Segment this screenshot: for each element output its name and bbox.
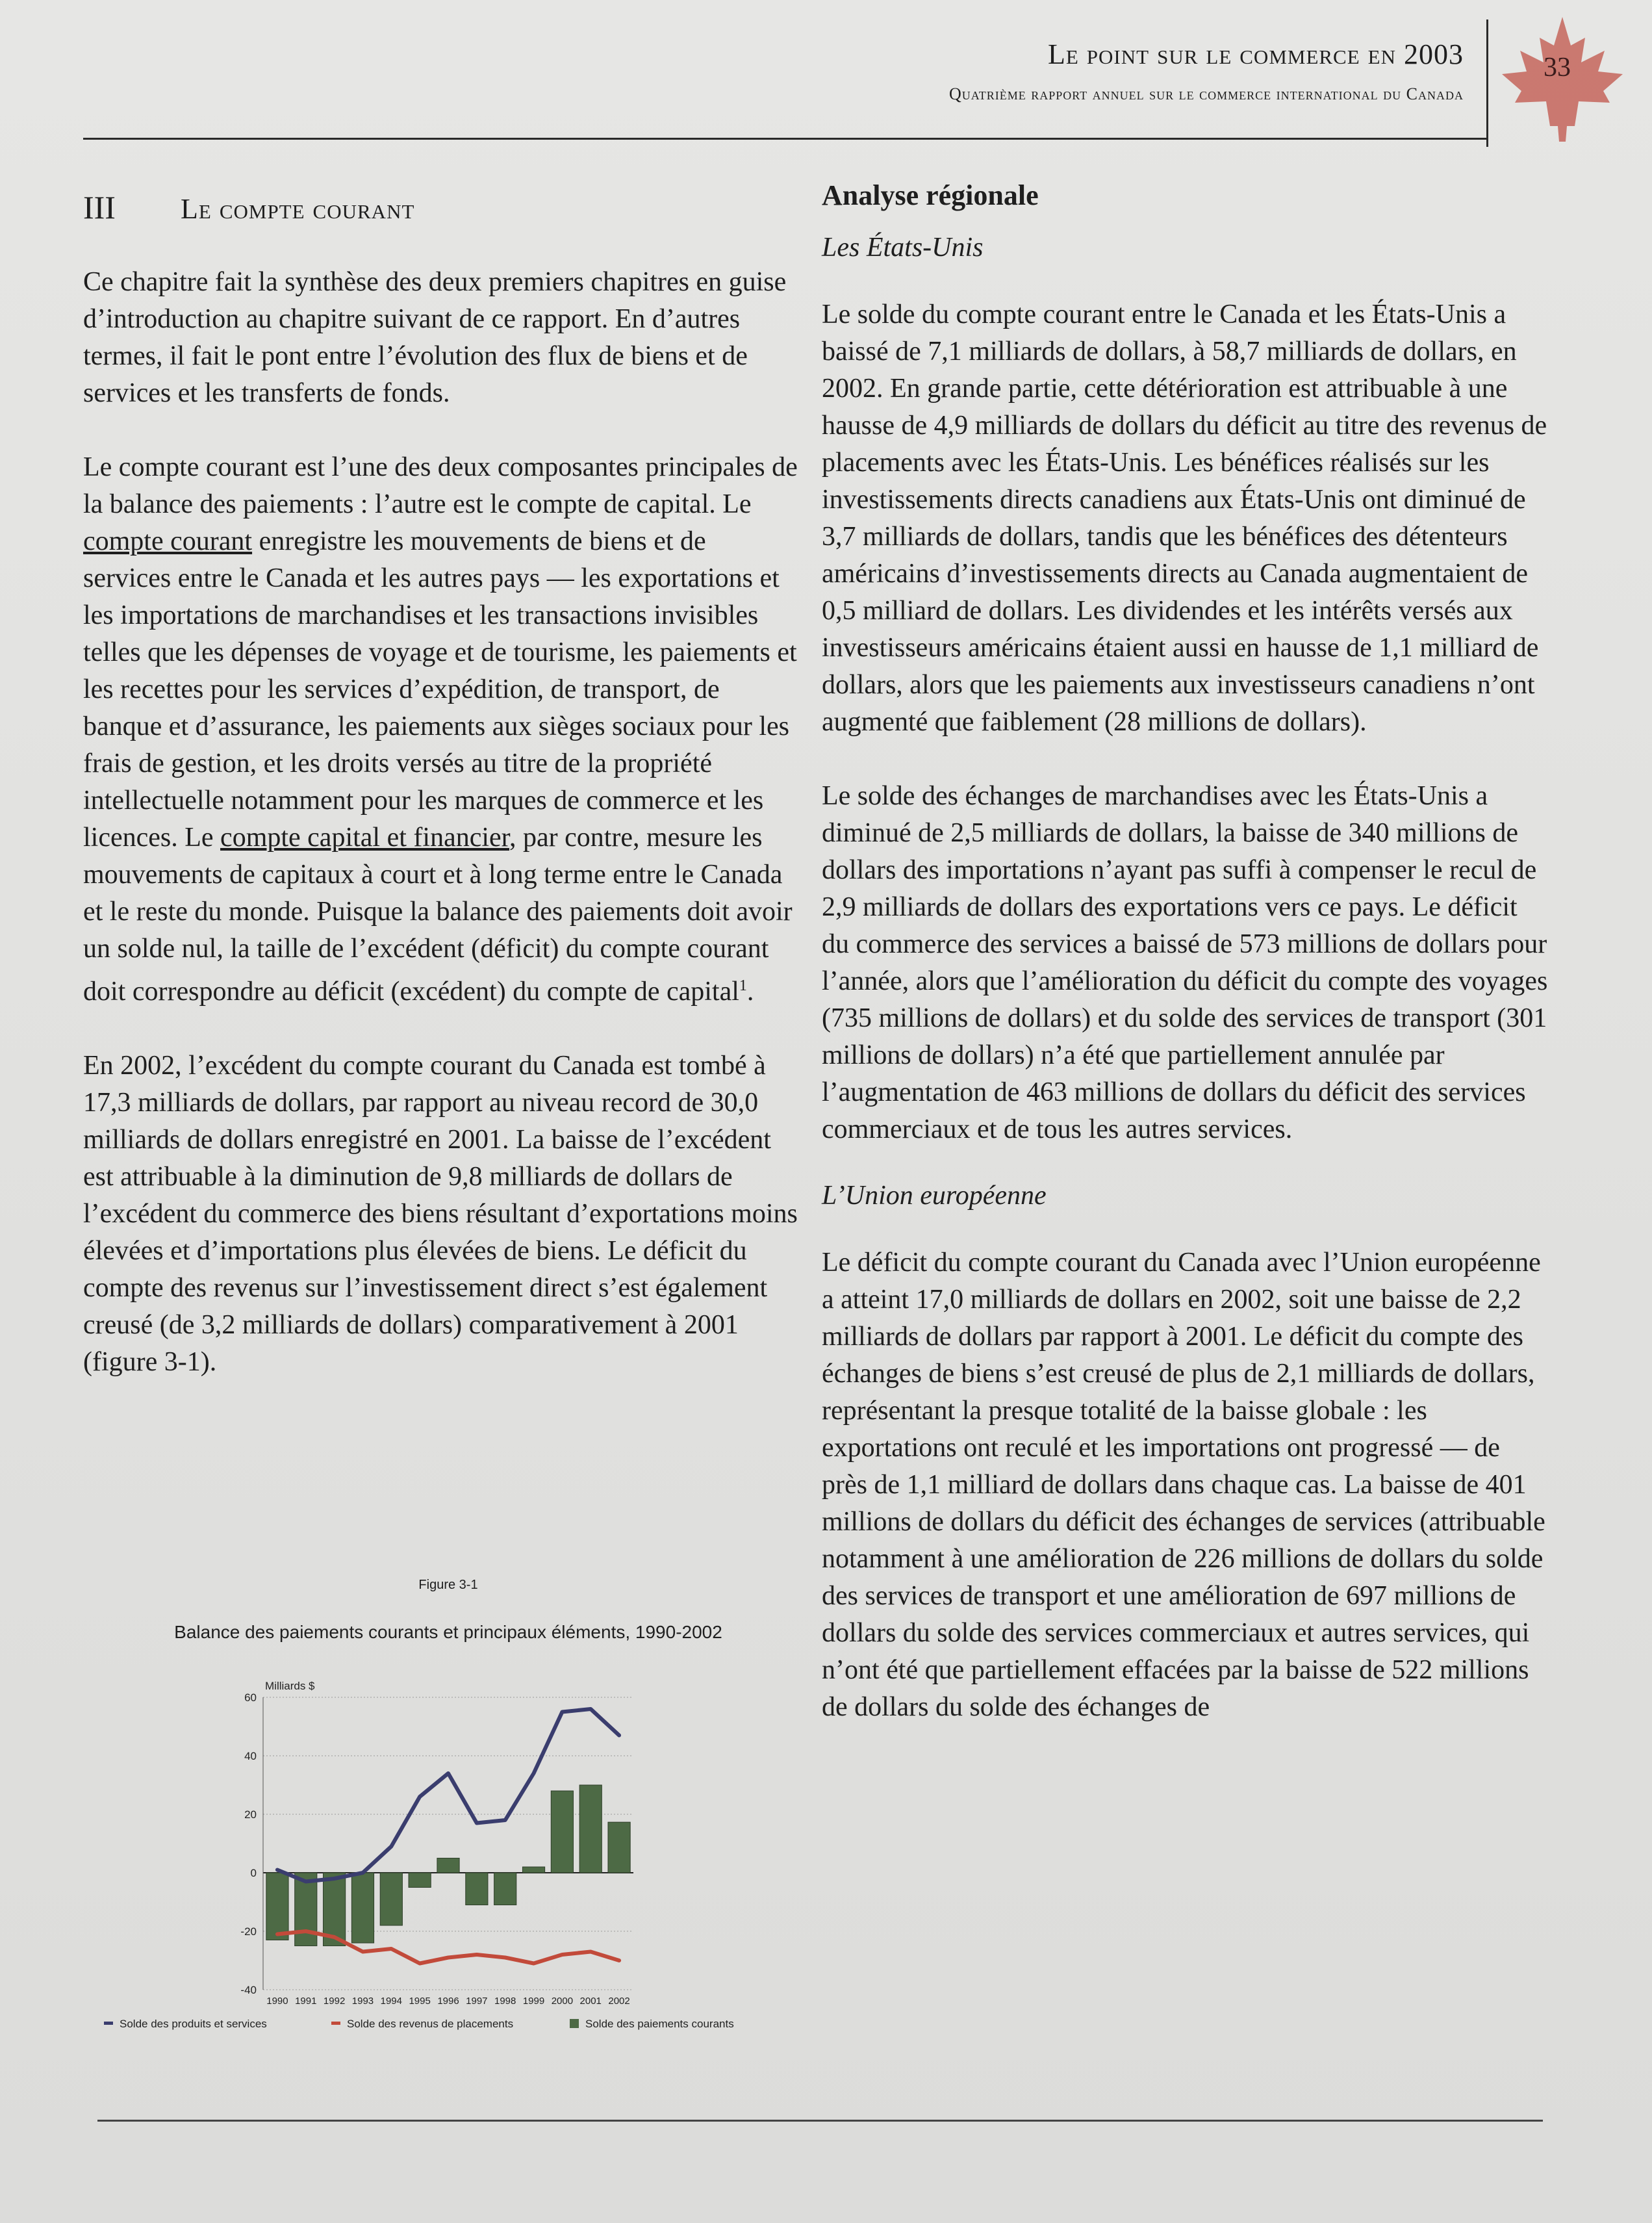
header-rule — [83, 138, 1486, 140]
bar-2002 — [608, 1822, 630, 1873]
paragraph-us-current-account: Le solde du compte courant entre le Canada et les États-Unis a baissé de 7,1 milliards de dollars, à 58,7 milliards de dollars, en 2002. En grande partie, cette détérioration est attribuable à une hausse de 4,9 milliards de dollars du déficit au titre des revenus de placements avec les États-Unis. Les bénéfices réalisés sur les investissements directs canadiens aux États-Unis ont diminué de 3,7 milliards de dollars, tandis que les bénéfices des détenteurs américains d’investissements directs au Canada augmentaient de 0,5 milliard de dollars. Les dividendes et les intérêts versés aux investisseurs américains étaient aussi en hausse de 1,1 milliard de dollars, alors que les paiements aux investisseurs canadiens n’ont augmenté que faiblement (28 millions de dollars). — [822, 300, 1547, 737]
footer-rule — [97, 2120, 1543, 2122]
legend-swatch — [104, 2022, 113, 2025]
y-tick-label: 40 — [244, 1750, 257, 1762]
x-tick-label: 1999 — [522, 1996, 545, 2007]
term-compte-capital: compte capital et financier — [220, 823, 509, 853]
footnote-marker: 1 — [739, 977, 747, 994]
eu-subheading: L’Union européenne — [822, 1181, 1047, 1211]
running-header-title: Le point sur le commerce en 2003 — [1047, 38, 1464, 70]
x-tick-label: 2000 — [551, 1996, 574, 2007]
running-header-subtitle: Quatrième rapport annuel sur le commerce international du Canada — [948, 84, 1464, 103]
x-tick-label: 1990 — [266, 1996, 288, 2007]
paragraph-eu-current-account: Le déficit du compte courant du Canada avec l’Union européenne a atteint 17,0 milliards de dollars en 2002, soit une baisse de 2,2 milliards de dollars par rapport à 2001. Le déficit du compte des échanges de biens s’est creusé de plus de 2,1 milliards de dollars, représentant la presque totalité de la baisse globale : les exportations ont reculé et les importations ont progressé — de près de 1,1 milliard de dollars dans chaque cas. La baisse de 401 millions de dollars du déficit des échanges de services (attribuable notamment à une amélioration de 226 millions de dollars du solde des services de transport et une amélioration de 697 millions de dollars du solde des services commerciaux et autres services, qui n’ont été que partiellement effacées par la baisse de 522 millions de dollars du solde des échanges de — [822, 1248, 1545, 1722]
paragraph-text: , par contre, mesure les mouvements de capitaux à court et à long terme entre le Canada et le reste du monde. Puisque la balance des paiements doit avoir un solde nul, la taille de l’excédent (déficit) du compte courant doit correspondre au déficit (excédent) du compte de capital — [83, 823, 793, 1007]
left-column — [83, 182, 798, 1381]
bar-2000 — [551, 1791, 573, 1873]
y-tick-label: 0 — [250, 1867, 257, 1879]
us-subheading: Les États-Unis — [822, 233, 984, 263]
bar-1997 — [466, 1873, 488, 1905]
y-tick-label: -40 — [240, 1984, 257, 1996]
paragraph-text: . — [746, 977, 754, 1007]
paragraph-text: enregistre les mouvements de biens et de services entre le Canada et les autres pays — les exportations et les importations de marchandises et les transactions invisibles telles que les dépenses de voyage et de tourisme, les paiements et les recettes pour les services d’expédition, de transport, de banque et d’assurance, les paiements aux sièges sociaux pour les frais de gestion, et les droits versés au titre de la propriété intellectuelle notamment pour les marques de commerce et les licences. Le — [83, 526, 797, 853]
x-tick-label: 1993 — [351, 1996, 374, 2007]
figure-title: Balance des paiements courants et principaux éléments, 1990-2002 — [174, 1622, 722, 1642]
legend-label: Solde des produits et services — [120, 2018, 267, 2030]
right-column — [822, 174, 1549, 1726]
x-tick-label: 1994 — [380, 1996, 402, 2007]
x-tick-label: 1991 — [295, 1996, 317, 2007]
paragraph-intro: Ce chapitre fait la synthèse des deux premiers chapitres en guise d’introduction au chapitre suivant de ce rapport. En d’autres termes, il fait le pont entre l’évolution des flux de biens et de services et les transferts de fonds. — [83, 267, 787, 408]
legend-swatch — [570, 2019, 579, 2028]
x-tick-label: 1992 — [323, 1996, 346, 2007]
term-compte-courant: compte courant — [83, 526, 253, 556]
y-tick-label: 60 — [244, 1691, 257, 1704]
legend-swatch — [331, 2022, 340, 2025]
section-number: III — [83, 189, 116, 225]
section-heading — [83, 188, 798, 226]
bar-1998 — [494, 1873, 516, 1905]
paragraph-definition — [83, 449, 798, 1010]
legend-label: Solde des revenus de placements — [347, 2018, 514, 2030]
legend-label: Solde des paiements courants — [585, 2018, 734, 2030]
y-tick-label: -20 — [240, 1925, 257, 1938]
line-Solde des revenus de placements — [277, 1931, 619, 1964]
bar-1999 — [522, 1867, 544, 1873]
x-tick-label: 2001 — [579, 1996, 602, 2007]
header-vertical-rule — [1486, 19, 1488, 147]
bar-1994 — [380, 1873, 402, 1925]
bar-1995 — [409, 1873, 431, 1888]
bar-1993 — [351, 1873, 374, 1943]
paragraph-text: Le compte courant est l’une des deux composantes principales de la balance des paiements : l’autre est le compte de capital. Le — [83, 452, 798, 519]
bar-1990 — [266, 1873, 288, 1940]
bar-1996 — [437, 1858, 459, 1873]
regional-analysis-heading: Analyse régionale — [822, 179, 1039, 211]
x-tick-label: 1998 — [494, 1996, 516, 2007]
x-tick-label: 1997 — [466, 1996, 488, 2007]
y-axis-unit: Milliards $ — [265, 1680, 315, 1692]
y-tick-label: 20 — [244, 1808, 257, 1821]
figure-3-1 — [97, 1573, 799, 2040]
section-title: Le compte courant — [181, 193, 415, 225]
figure-label: Figure 3-1 — [418, 1578, 478, 1592]
bar-1991 — [295, 1873, 317, 1946]
paragraph-2002-surplus: En 2002, l’excédent du compte courant du Canada est tombé à 17,3 milliards de dollars, par rapport au niveau record de 30,0 milliards de dollars enregistré en 2001. La baisse de l’excédent est attribuable à la diminution de 9,8 milliards de dollars de l’excédent du commerce des biens résultant d’exportations moins élevées et d’importations plus élevées de biens. Le déficit du compte des revenus sur l’investissement direct s’est également creusé (de 3,2 milliards de dollars) comparativement à 2001 (figure 3-1). — [83, 1051, 798, 1377]
paragraph-us-merchandise: Le solde des échanges de marchandises avec les États-Unis a diminué de 2,5 milliards de dollars, la baisse de 340 millions de dollars des importations n’ayant pas suffi à compenser le recul de 2,9 milliards de dollars des exportations vers ce pays. Le déficit du commerce des services a baissé de 573 millions de dollars pour l’année, alors que l’amélioration du déficit du compte des voyages (735 millions de dollars) et du solde des services de transport (301 millions de dollars) n’a été que partiellement annulée par l’augmentation de 463 millions de dollars du déficit des services commerciaux et de tous les autres services. — [822, 781, 1548, 1144]
page-number: 33 — [1544, 53, 1571, 83]
x-tick-label: 1995 — [409, 1996, 431, 2007]
x-tick-label: 1996 — [437, 1996, 459, 2007]
bar-2001 — [579, 1785, 602, 1873]
x-tick-label: 2002 — [608, 1996, 630, 2007]
current-account-chart — [97, 1573, 799, 2040]
